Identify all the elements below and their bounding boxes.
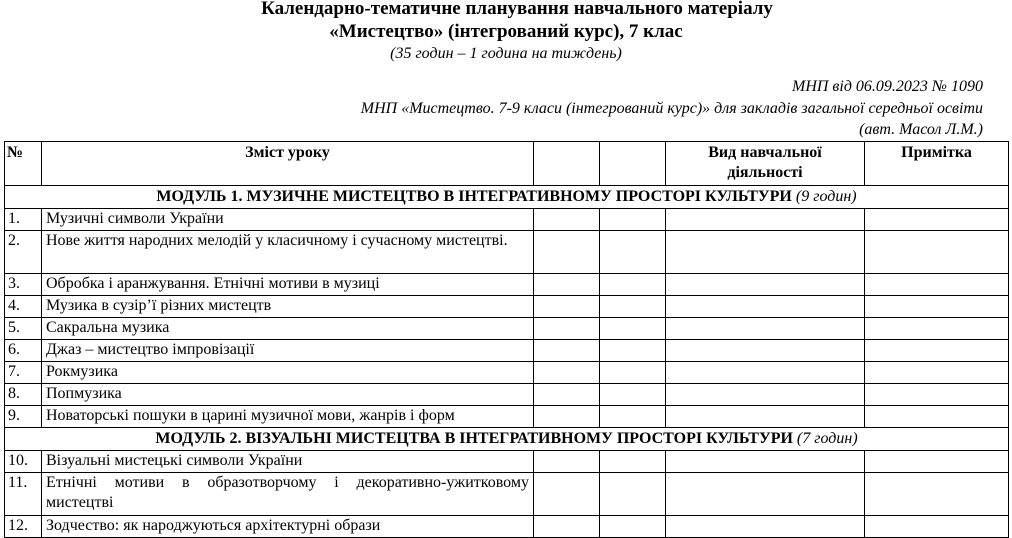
module-title: МОДУЛЬ 1. МУЗИЧНЕ МИСТЕЦТВО В ІНТЕГРАТИВНОМУ ПРОСТОРІ КУЛЬТУРИ — [156, 188, 792, 205]
cell-blank-1 — [534, 209, 600, 231]
order-reference: МНП від 06.09.2023 № 1090 — [791, 78, 983, 95]
lesson-plan-table — [4, 141, 1009, 538]
column-header-activity: Вид навчальної діяльності — [666, 142, 865, 186]
table-row — [5, 209, 1009, 231]
lesson-number: 4. — [5, 296, 42, 318]
cell-blank-2 — [600, 274, 666, 296]
lesson-topic: Рокмузика — [42, 362, 534, 384]
column-header-blank-2 — [600, 142, 666, 186]
cell-blank-2 — [600, 473, 666, 516]
table-row — [5, 231, 1009, 274]
cell-note — [865, 473, 1009, 516]
program-author: (авт. Масол Л.М.) — [859, 121, 983, 138]
cell-blank-1 — [534, 231, 600, 274]
cell-note — [865, 231, 1009, 274]
lesson-number: 2. — [5, 231, 42, 274]
table-row — [5, 362, 1009, 384]
cell-activity — [666, 340, 865, 362]
cell-blank-1 — [534, 318, 600, 340]
cell-blank-1 — [534, 362, 600, 384]
module-row — [5, 186, 1009, 209]
cell-activity — [666, 451, 865, 473]
table-row — [5, 296, 1009, 318]
document-title-course: «Мистецтво» (інтегрований курс), 7 клас — [329, 21, 683, 42]
lesson-number: 11. — [5, 473, 42, 516]
lesson-topic: Новаторські пошуки в царині музичної мови, жанрів і форм — [42, 406, 534, 428]
cell-activity — [666, 231, 865, 274]
lesson-number: 9. — [5, 406, 42, 428]
lesson-number: 3. — [5, 274, 42, 296]
cell-note — [865, 318, 1009, 340]
table-row — [5, 274, 1009, 296]
lesson-number: 5. — [5, 318, 42, 340]
cell-blank-1 — [534, 406, 600, 428]
cell-note — [865, 296, 1009, 318]
cell-activity — [666, 516, 865, 538]
column-header-note: Примітка — [865, 142, 1009, 186]
cell-note — [865, 274, 1009, 296]
cell-note — [865, 384, 1009, 406]
cell-blank-2 — [600, 231, 666, 274]
module-heading — [5, 428, 1009, 451]
document-subtitle: (35 годин – 1 година на тиждень) — [390, 45, 622, 62]
document-title: Календарно-тематичне планування навчального матеріалу — [261, 0, 773, 19]
lesson-topic: Музика в сузір’ї різних мистецтв — [42, 296, 534, 318]
lesson-number: 12. — [5, 516, 42, 538]
column-header-number: № — [5, 142, 42, 186]
cell-blank-1 — [534, 384, 600, 406]
cell-note — [865, 209, 1009, 231]
cell-blank-2 — [600, 384, 666, 406]
lesson-topic: Візуальні мистецькі символи України — [42, 451, 534, 473]
cell-blank-2 — [600, 209, 666, 231]
lesson-topic: Сакральна музика — [42, 318, 534, 340]
lesson-topic: Музичні символи України — [42, 209, 534, 231]
program-reference: МНП «Мистецтво. 7-9 класи (інтегрований курс)» для закладів загальної середньої освіти — [360, 100, 983, 117]
cell-blank-2 — [600, 340, 666, 362]
cell-blank-1 — [534, 274, 600, 296]
lesson-topic: Нове життя народних мелодій у класичному і сучасному мистецтві. — [42, 231, 534, 274]
table-row — [5, 340, 1009, 362]
cell-activity — [666, 384, 865, 406]
table-row — [5, 318, 1009, 340]
lesson-topic: Етнічні мотиви в образотворчому і декоративно-ужитковому мистецтві — [42, 473, 534, 516]
lesson-topic: Обробка і аранжування. Етнічні мотиви в музиці — [42, 274, 534, 296]
cell-blank-1 — [534, 473, 600, 516]
cell-blank-1 — [534, 340, 600, 362]
module-hours: (9 годин) — [795, 188, 857, 205]
table-body — [5, 186, 1009, 538]
cell-blank-2 — [600, 516, 666, 538]
cell-activity — [666, 473, 865, 516]
cell-activity — [666, 296, 865, 318]
cell-blank-1 — [534, 451, 600, 473]
column-header-blank-1 — [534, 142, 600, 186]
cell-activity — [666, 209, 865, 231]
cell-blank-2 — [600, 451, 666, 473]
cell-blank-2 — [600, 362, 666, 384]
cell-note — [865, 451, 1009, 473]
lesson-number: 10. — [5, 451, 42, 473]
cell-note — [865, 516, 1009, 538]
lesson-number: 8. — [5, 384, 42, 406]
cell-activity — [666, 274, 865, 296]
cell-blank-2 — [600, 406, 666, 428]
table-header-row — [5, 142, 1009, 186]
cell-activity — [666, 318, 865, 340]
lesson-topic: Джаз – мистецтво імпровізації — [42, 340, 534, 362]
lesson-number: 1. — [5, 209, 42, 231]
column-header-content: Зміст уроку — [42, 142, 534, 186]
cell-blank-1 — [534, 516, 600, 538]
lesson-number: 6. — [5, 340, 42, 362]
table-row — [5, 384, 1009, 406]
table-row — [5, 473, 1009, 516]
cell-activity — [666, 362, 865, 384]
cell-blank-2 — [600, 318, 666, 340]
cell-blank-2 — [600, 296, 666, 318]
table-row — [5, 451, 1009, 473]
cell-note — [865, 340, 1009, 362]
module-hours: (7 годин) — [796, 430, 858, 447]
cell-note — [865, 406, 1009, 428]
module-title: МОДУЛЬ 2. ВІЗУАЛЬНІ МИСТЕЦТВА В ІНТЕГРАТИВНОМУ ПРОСТОРІ КУЛЬТУРИ — [155, 430, 793, 447]
lesson-number: 7. — [5, 362, 42, 384]
table-row — [5, 406, 1009, 428]
module-row — [5, 428, 1009, 451]
lesson-topic: Зодчество: як народжуються архітектурні образи — [42, 516, 534, 538]
table-row — [5, 516, 1009, 538]
cell-note — [865, 362, 1009, 384]
lesson-topic: Попмузика — [42, 384, 534, 406]
module-heading — [5, 186, 1009, 209]
cell-activity — [666, 406, 865, 428]
cell-blank-1 — [534, 296, 600, 318]
